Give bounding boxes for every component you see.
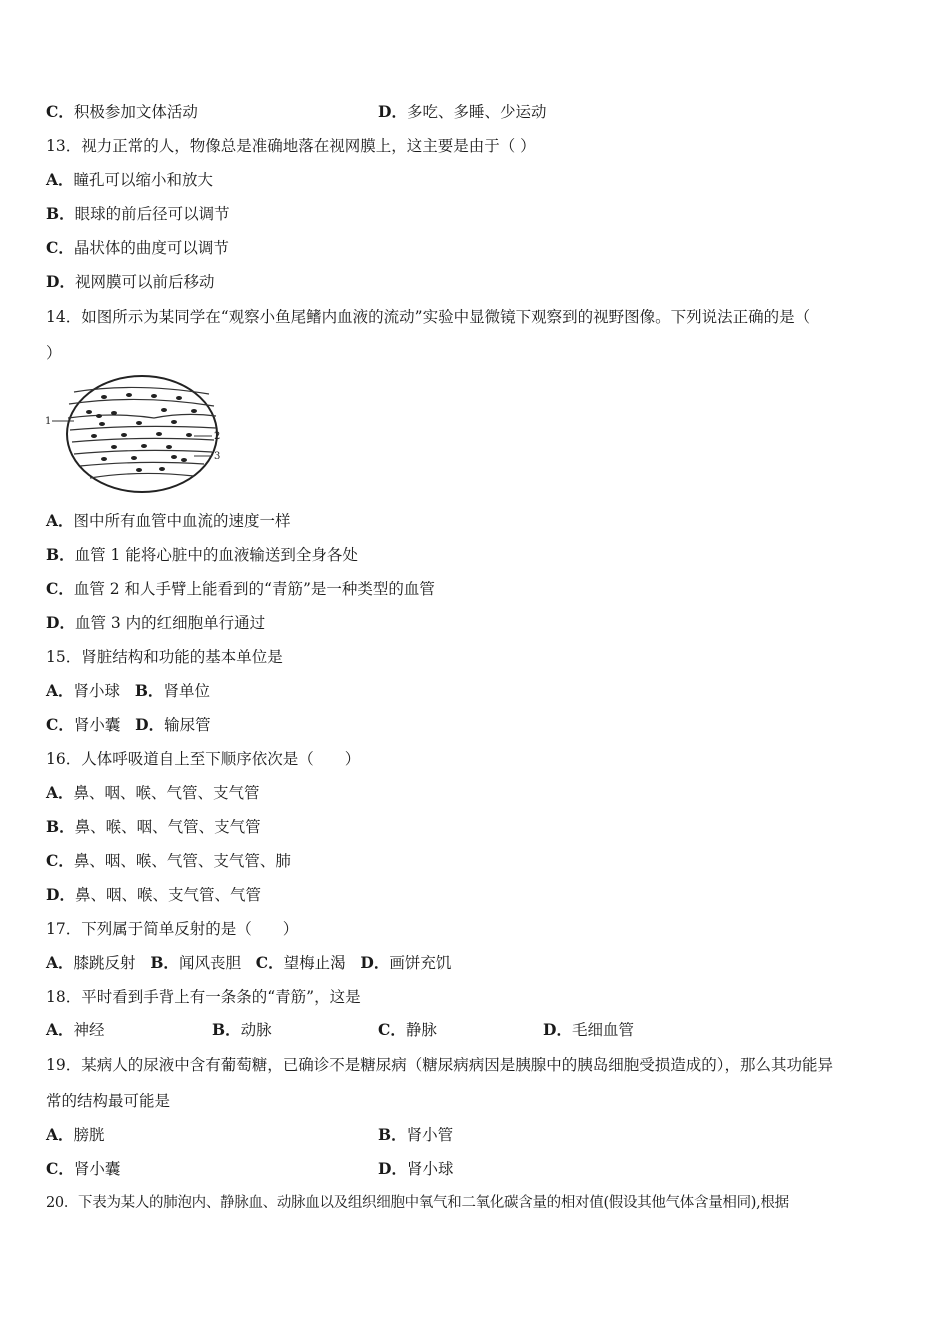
option-letter: D． [360,953,390,972]
q15-options-row2 [46,715,211,735]
option-text: 膀胱 [73,1126,105,1144]
q18-option-a [46,1020,105,1040]
q16-option-d [46,885,261,905]
option-text: 动脉 [240,1021,272,1039]
q13-option-c [46,238,229,258]
q14-option-c [46,579,435,599]
q16-stem: 16．人体呼吸道自上至下顺序依次是（ ） [46,750,361,768]
q14-option-a [46,511,291,531]
option-letter: D． [46,885,75,904]
option-text: 肾小球 [73,682,121,700]
option-text: 膝跳反射 [73,954,136,972]
q13-option-b [46,204,230,224]
q16-option-b [46,817,261,837]
option-text: 静脉 [405,1021,437,1039]
figure-label-3: 3 [214,451,221,462]
option-text: 血管 3 内的红细胞单行通过 [74,614,266,632]
option-letter: C． [46,238,74,257]
q18-option-c [378,1020,437,1040]
option-text: 鼻、咽、喉、气管、支气管 [73,784,260,802]
option-text: 积极参加文体活动 [73,103,198,121]
option-text: 毛细血管 [571,1021,634,1039]
option-text: 画饼充饥 [389,954,452,972]
option-text: 瞳孔可以缩小和放大 [73,171,214,189]
q16-option-c [46,851,291,871]
option-letter: B． [46,204,75,223]
option-text: 神经 [73,1021,105,1039]
option-text: 血管 2 和人手臂上能看到的“青筋”是一种类型的血管 [73,580,435,598]
option-text: 鼻、咽、喉、气管、支气管、肺 [73,852,291,870]
option-letter: A． [46,783,74,802]
option-letter: A． [46,953,74,972]
q14-stem-line2: ） [46,344,62,362]
option-text: 图中所有血管中血流的速度一样 [73,512,291,530]
q14-option-b [46,545,358,565]
option-text: 肾单位 [163,682,210,700]
option-text: 望梅止渴 [283,954,346,972]
q12-option-d [378,102,546,122]
option-letter: A． [46,1020,74,1039]
option-letter: B． [378,1125,407,1144]
option-letter: D． [378,1159,407,1178]
q19-stem-line1: 19．某病人的尿液中含有葡萄糖，已确诊不是糖尿病（糖尿病病因是胰腺中的胰岛细胞受损造成的），那么其功能异 [46,1056,833,1074]
option-letter: B． [212,1020,241,1039]
option-letter: D． [46,272,75,291]
q18-option-d [543,1020,634,1040]
option-letter: B． [46,817,75,836]
q14-option-d [46,613,265,633]
q14-stem-line1: 14．如图所示为某同学在“观察小鱼尾鳍内血液的流动”实验中显微镜下观察到的视野图像。下列说法正确的是（ [46,308,811,326]
fish-tail-microscope-figure [44,372,234,497]
option-text: 血管 1 能将心脏中的血液输送到全身各处 [74,546,358,564]
option-letter: C． [46,102,74,121]
option-letter: C． [46,579,74,598]
option-letter: A． [46,511,74,530]
option-text: 肾小球 [406,1160,454,1178]
option-letter: C． [46,715,74,734]
q15-options-row1 [46,681,210,701]
q18-option-b [212,1020,272,1040]
option-text: 多吃、多睡、少运动 [406,103,547,121]
q20-stem: 20．下表为某人的肺泡内、静脉血、动脉血以及组织细胞中氧气和二氧化碳含量的相对值(假设其他气体含量相同),根据 [46,1195,789,1211]
q19-stem-line2: 常的结构最可能是 [46,1092,171,1110]
q17-options [46,953,451,973]
option-letter: D． [378,102,407,121]
q19-option-b [378,1125,453,1145]
option-letter: B． [46,545,75,564]
option-letter: B． [150,953,179,972]
option-letter: D． [543,1020,572,1039]
q13-stem: 13．视力正常的人，物像总是准确地落在视网膜上，这主要是由于（ ） [46,137,536,155]
q12-option-c [46,102,198,122]
figure-label-1: 1 [45,416,52,427]
option-letter: C． [255,953,284,972]
option-letter: B． [134,681,164,700]
option-letter: C． [378,1020,406,1039]
option-letter: D． [46,613,75,632]
option-text: 鼻、喉、咽、气管、支气管 [74,818,261,836]
figure-label-2: 2 [214,431,221,442]
q19-option-d [378,1159,453,1179]
q13-option-a [46,170,213,190]
q18-stem: 18．平时看到手背上有一条条的“青筋”，这是 [46,988,361,1006]
option-text: 眼球的前后径可以调节 [74,205,230,223]
q17-stem: 17．下列属于简单反射的是（ ） [46,920,299,938]
q13-option-d [46,272,214,292]
q16-option-a [46,783,260,803]
option-text: 肾小囊 [73,1160,121,1178]
option-text: 肾小管 [406,1126,454,1144]
option-text: 肾小囊 [73,716,121,734]
option-text: 视网膜可以前后移动 [74,273,215,291]
option-letter: C． [46,851,74,870]
option-letter: D． [135,715,165,734]
option-letter: A． [46,1125,74,1144]
option-text: 闻风丧胆 [178,954,241,972]
option-letter: A． [46,681,74,700]
q15-stem: 15．肾脏结构和功能的基本单位是 [46,648,283,666]
option-text: 输尿管 [164,716,211,734]
option-text: 晶状体的曲度可以调节 [73,239,229,257]
option-letter: C． [46,1159,74,1178]
q19-option-a [46,1125,105,1145]
option-text: 鼻、咽、喉、支气管、气管 [74,886,261,904]
q19-option-c [46,1159,120,1179]
option-letter: A． [46,170,74,189]
